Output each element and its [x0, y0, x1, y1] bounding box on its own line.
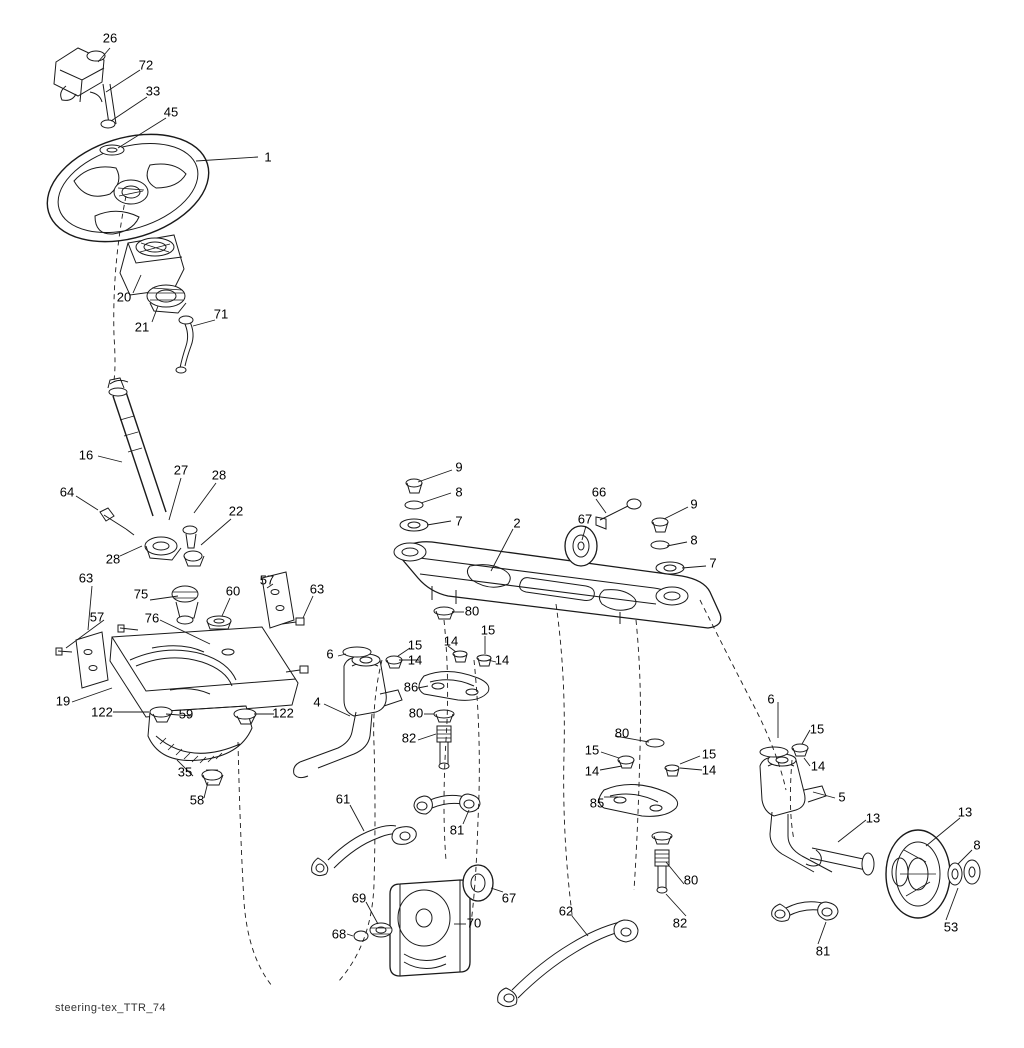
callout-number: 14	[701, 762, 717, 778]
callout-number: 8	[973, 837, 981, 853]
callout-number: 6	[767, 691, 775, 707]
callout-number: 122	[91, 704, 113, 720]
callout-number: 81	[449, 822, 465, 838]
callout-number: 64	[59, 484, 75, 500]
callout-number: 19	[55, 693, 71, 709]
callout-number: 45	[163, 104, 179, 120]
callout-number: 20	[116, 289, 132, 305]
leader-lines	[66, 48, 972, 944]
callout-number: 28	[211, 467, 227, 483]
callout-number: 15	[407, 637, 423, 653]
callout-number: 15	[809, 721, 825, 737]
callout-number: 14	[494, 652, 510, 668]
callout-number: 80	[408, 705, 424, 721]
callout-number: 57	[89, 609, 105, 625]
callout-number: 86	[403, 679, 419, 695]
callout-number: 63	[309, 581, 325, 597]
callout-number: 14	[584, 763, 600, 779]
left-spindle-group	[294, 647, 491, 778]
callout-number: 15	[480, 622, 496, 638]
callout-number: 80	[464, 603, 480, 619]
callout-number: 71	[213, 306, 229, 322]
callout-number: 82	[401, 730, 417, 746]
callout-number: 7	[709, 555, 717, 571]
callout-number: 16	[78, 447, 94, 463]
callout-number: 33	[145, 83, 161, 99]
callout-number: 8	[455, 484, 463, 500]
left-bracket-group	[56, 508, 308, 785]
callout-number: 80	[614, 725, 630, 741]
right-spindle-group	[599, 739, 980, 918]
callout-number: 27	[173, 462, 189, 478]
callout-number: 4	[313, 694, 321, 710]
callout-number: 58	[189, 792, 205, 808]
callout-number: 1	[264, 149, 272, 165]
callout-number: 9	[690, 496, 698, 512]
callout-number: 76	[144, 610, 160, 626]
callout-number: 69	[351, 890, 367, 906]
callout-number: 75	[133, 586, 149, 602]
callout-number: 14	[407, 652, 423, 668]
callout-number: 59	[178, 706, 194, 722]
callout-number: 7	[455, 513, 463, 529]
callout-number: 67	[577, 511, 593, 527]
callout-number: 15	[701, 746, 717, 762]
steering-wheel-group	[34, 48, 222, 516]
callout-number: 2	[513, 515, 521, 531]
callout-number: 28	[105, 551, 121, 567]
callout-number: 82	[672, 915, 688, 931]
callout-number: 53	[943, 919, 959, 935]
callout-number: 14	[443, 633, 459, 649]
front-axle-beam	[394, 479, 721, 628]
callout-number: 81	[815, 943, 831, 959]
callout-number: 8	[690, 532, 698, 548]
callout-number: 57	[259, 572, 275, 588]
callout-number: 122	[272, 705, 294, 721]
callout-number: 26	[102, 30, 118, 46]
callout-number: 21	[134, 319, 150, 335]
callout-number: 5	[838, 789, 846, 805]
callout-number: 15	[584, 742, 600, 758]
callout-number: 85	[589, 795, 605, 811]
callout-number: 60	[225, 583, 241, 599]
callout-number: 22	[228, 503, 244, 519]
callout-number: 67	[501, 890, 517, 906]
callout-number: 13	[865, 810, 881, 826]
callout-number: 80	[683, 872, 699, 888]
callout-number: 6	[326, 646, 334, 662]
callout-number: 9	[455, 459, 463, 475]
callout-number: 13	[957, 804, 973, 820]
callout-number: 66	[591, 484, 607, 500]
callout-number: 72	[138, 57, 154, 73]
callout-number: 68	[331, 926, 347, 942]
diagram-caption: steering-tex_TTR_74	[55, 1002, 166, 1014]
callout-number: 61	[335, 791, 351, 807]
callout-number: 62	[558, 903, 574, 919]
callout-number: 63	[78, 570, 94, 586]
callout-number: 14	[810, 758, 826, 774]
callout-number: 35	[177, 764, 193, 780]
callout-number: 70	[466, 915, 482, 931]
